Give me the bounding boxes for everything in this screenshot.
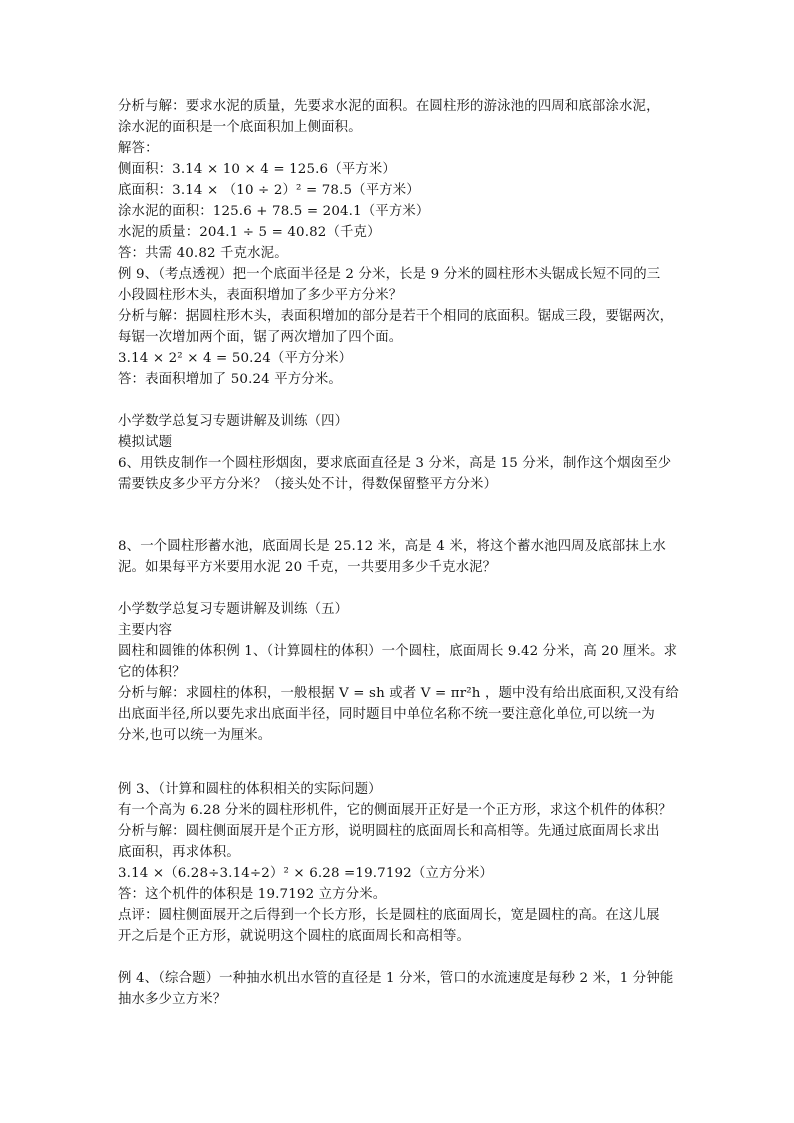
text-line: 答：共需 40.82 千克水泥。 [118, 246, 288, 261]
text-line: 侧面积：3.14 × 10 × 4 = 125.6（平方米） [118, 162, 396, 177]
section-subtitle: 主要内容 [118, 623, 173, 638]
problem-line: 6、用铁皮制作一个圆柱形烟囱，要求底面直径是 3 分米，高是 15 分米，制作这个烟囱至少 [118, 456, 672, 471]
text-line: 它的体积？ [118, 665, 186, 680]
example-heading: 例 9、（考点透视）把一个底面半径是 2 分米，长是 9 分米的圆柱形木头锯成长短不同的三 [118, 267, 661, 282]
text-line: 解答： [118, 141, 159, 156]
text-line: 分析与解：据圆柱形木头，表面积增加的部分是若干个相同的底面积。锯成三段，要锯两次， [118, 309, 674, 324]
text-line: 抽水多少立方米？ [118, 992, 227, 1007]
text-line: 小段圆柱形木头，表面积增加了多少平方分米？ [118, 288, 403, 303]
text-line: 3.14 ×（6.28÷3.14÷2）² × 6.28 =19.7192（立方分米） [118, 866, 494, 881]
text-line: 涂水泥的面积：125.6 + 78.5 = 204.1（平方米） [118, 204, 430, 219]
section-title: 小学数学总复习专题讲解及训练（五） [118, 602, 349, 617]
text-line: 答：表面积增加了 50.24 平方分米。 [118, 372, 342, 387]
text-line: 答：这个机件的体积是 19.7192 立方分米。 [118, 887, 387, 902]
problem-line: 需要铁皮多少平方分米？（接头处不计，得数保留整平方分米） [118, 477, 498, 492]
example-heading: 圆柱和圆锥的体积例 1、（计算圆柱的体积）一个圆柱，底面周长 9.42 分米，高 20 厘米。求 [118, 644, 678, 659]
text-line: 涂水泥的面积是一个底面积加上侧面积。 [118, 120, 362, 135]
text-line: 分米,也可以统一为厘米。 [118, 728, 272, 743]
problem-line: 8、一个圆柱形蓄水池，底面周长是 25.12 米，高是 4 米，将这个蓄水池四周及底部抹上水 [118, 539, 666, 554]
text-line: 底面积，再求体积。 [118, 845, 240, 860]
problem-line: 泥。如果每平方米要用水泥 20 千克，一共要用多少千克水泥？ [118, 560, 497, 575]
example-heading: 例 4、（综合题）一种抽水机出水管的直径是 1 分米，管口的水流速度是每秒 2 米，1 分钟能 [118, 971, 674, 986]
text-line: 点评：圆柱侧面展开之后得到一个长方形，长是圆柱的底面周长，宽是圆柱的高。在这儿展 [118, 908, 660, 923]
example-heading: 例 3、（计算和圆柱的体积相关的实际问题） [118, 782, 382, 797]
text-line: 底面积：3.14 × （10 ÷ 2）² = 78.5（平方米） [118, 183, 420, 198]
text-line: 分析与解：求圆柱的体积，一般根据 V = sh 或者 V = πr²h ，题中没有给出底面积,又没有给 [118, 686, 679, 701]
section-title: 小学数学总复习专题讲解及训练（四） [118, 414, 349, 429]
text-line: 开之后是个正方形，就说明这个圆柱的底面周长和高相等。 [118, 929, 471, 944]
text-line: 分析与解：圆柱侧面展开是个正方形，说明圆柱的底面周长和高相等。先通过底面周长求出 [118, 824, 660, 839]
text-line: 每锯一次增加两个面，锯了两次增加了四个面。 [118, 330, 403, 345]
section-subtitle: 模拟试题 [118, 435, 173, 450]
text-line: 3.14 × 2² × 4 = 50.24（平方分米） [118, 351, 353, 366]
text-line: 水泥的质量：204.1 ÷ 5 = 40.82（千克） [118, 225, 381, 240]
text-line: 分析与解：要求水泥的质量，先要求水泥的面积。在圆柱形的游泳池的四周和底部涂水泥， [118, 99, 660, 114]
text-line: 有一个高为 6.28 分米的圆柱形机件，它的侧面展开正好是一个正方形，求这个机件的体积？ [118, 803, 672, 818]
text-line: 出底面半径,所以要先求出底面半径，同时题目中单位名称不统一要注意化单位,可以统一为 [118, 707, 655, 722]
